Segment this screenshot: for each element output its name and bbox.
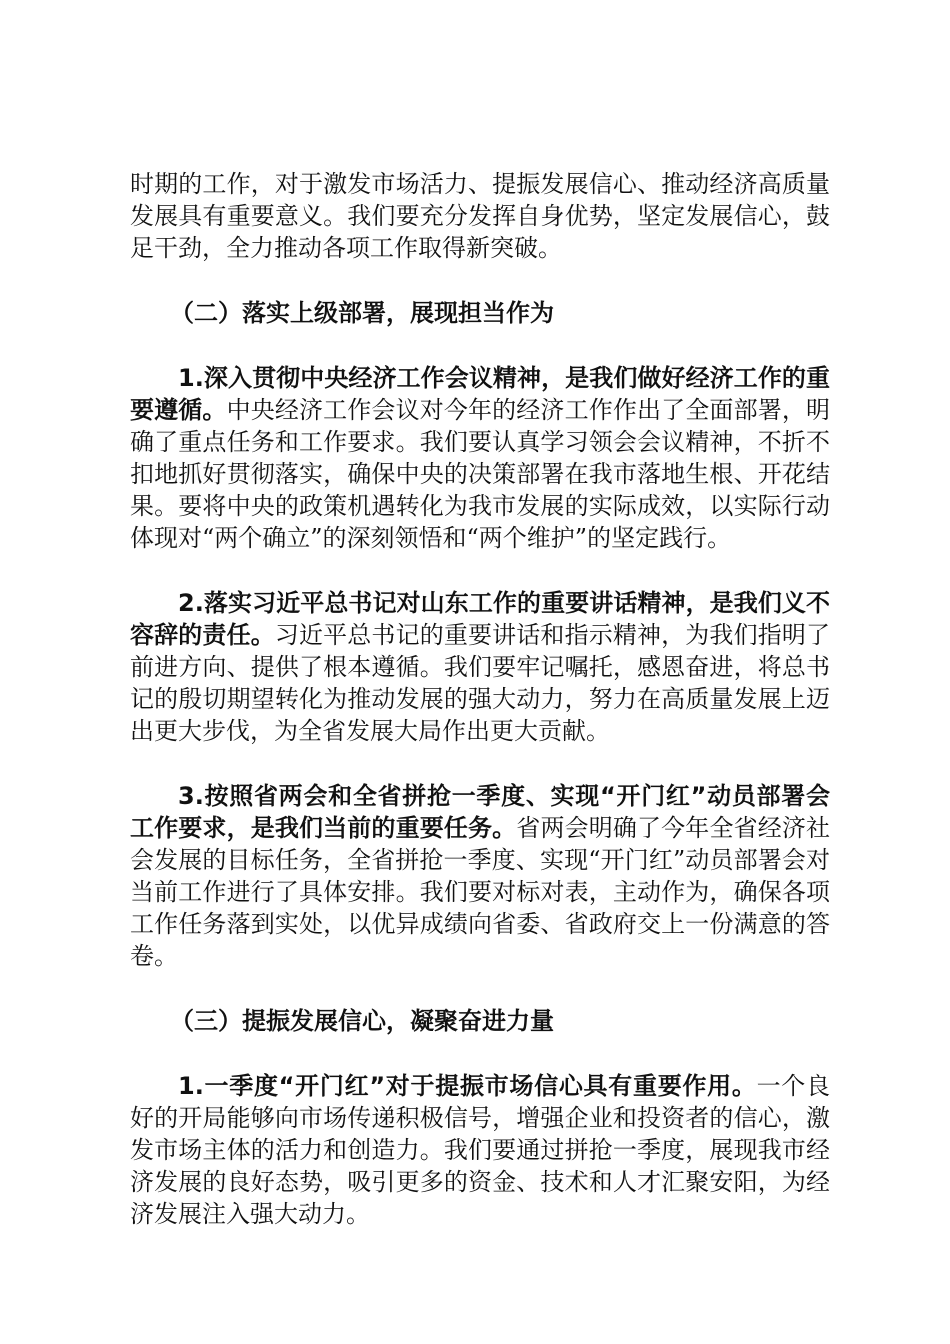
item-2-1-body: 中央经济工作会议对今年的经济工作作出了全面部署，明确了重点任务和工作要求。我们要认真学习领会会议精神，不折不扣地抓好贯彻落实，确保中央的决策部署在我市落地生根、开花结果。要将中央的政策机遇转化为我市发展的实际成效，以实际行动体现对“两个确立”的深刻领悟和“两个维护”的坚定践行。: [130, 396, 831, 552]
item-2-2-paragraph: [130, 587, 830, 747]
section-two-heading: （二）落实上级部署，展现担当作为: [170, 299, 554, 327]
item-2-3-body: 省两会明确了今年全省经济社会发展的目标任务，全省拼抢一季度、实现“开门红”动员部署会对当前工作进行了具体安排。我们要对标对表，主动作为，确保各项工作任务落到实处，以优异成绩向省委、省政府交上一份满意的答卷。: [130, 814, 831, 970]
document-body: [130, 168, 830, 1230]
item-3-1-body: 一个良好的开局能够向市场传递积极信号，增强企业和投资者的信心，激发市场主体的活力和创造力。我们要通过拼抢一季度，展现我市经济发展的良好态势，吸引更多的资金、技术和人才汇聚安阳，为经济发展注入强大动力。: [130, 1072, 830, 1228]
intro-paragraph: 时期的工作，对于激发市场活力、提振发展信心、推动经济高质量发展具有重要意义。我们要充分发挥自身优势，坚定发展信心，鼓足干劲，全力推动各项工作取得新突破。: [130, 170, 830, 262]
item-2-2-lead: 2.落实习近平总书记对山东工作的重要讲话精神，是我们义不容辞的责任。: [130, 589, 830, 649]
item-2-1-lead: 1.深入贯彻中央经济工作会议精神，是我们做好经济工作的重要遵循。: [130, 364, 830, 424]
item-2-1-paragraph: [130, 362, 830, 554]
section-three-heading: （三）提振发展信心，凝聚奋进力量: [170, 1007, 554, 1035]
item-2-3-lead: 3.按照省两会和全省拼抢一季度、实现“开门红”动员部署会工作要求，是我们当前的重要任务。: [130, 782, 830, 842]
item-2-2-body: 习近平总书记的重要讲话和指示精神，为我们指明了前进方向、提供了根本遵循。我们要牢记嘱托，感恩奋进，将总书记的殷切期望转化为推动发展的强大动力，努力在高质量发展上迈出更大步伐，为全省发展大局作出更大贡献。: [130, 621, 831, 745]
item-3-1-paragraph: [130, 1070, 830, 1230]
item-3-1-lead: 1.一季度“开门红”对于提振市场信心具有重要作用。: [178, 1072, 757, 1100]
item-2-3-paragraph: [130, 780, 830, 972]
